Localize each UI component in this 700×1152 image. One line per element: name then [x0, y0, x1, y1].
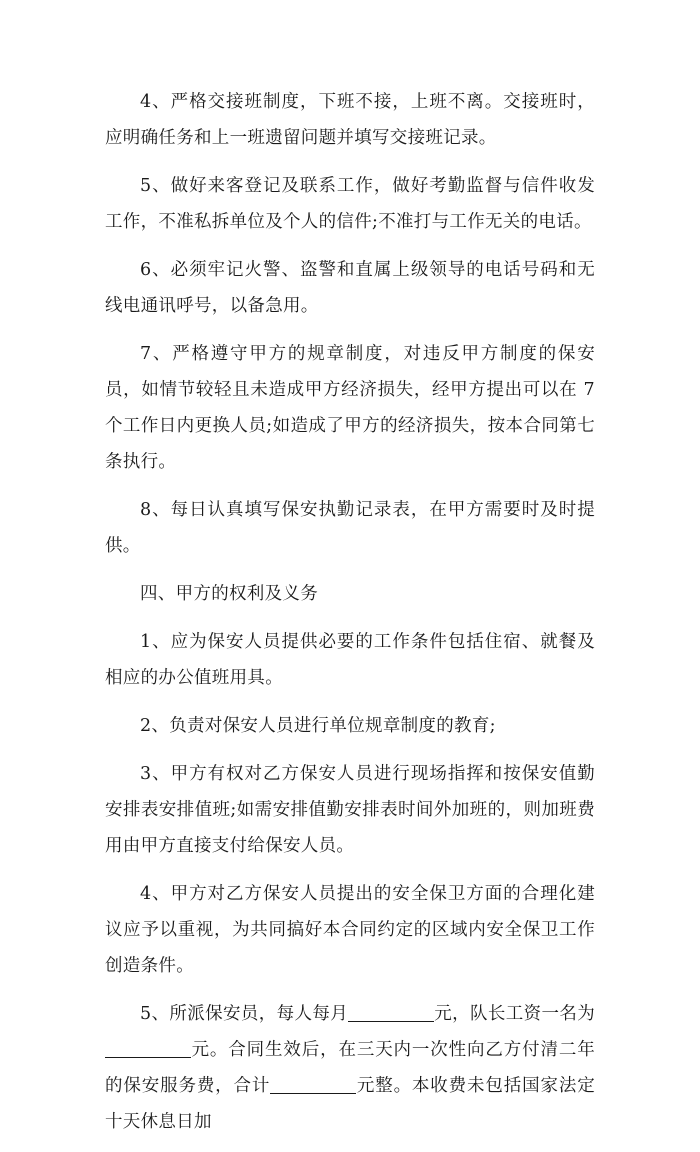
- paragraph-payment-terms: [105, 996, 595, 1140]
- paragraph-suggestions: 4、甲方对乙方保安人员提出的安全保卫方面的合理化建议应予以重视，为共同搞好本合同约定的区域内安全保卫工作创造条件。: [105, 884, 595, 976]
- monthly-salary-blank: [348, 999, 434, 1022]
- captain-salary-blank: [105, 1035, 191, 1058]
- payment-text-3: 元。合同生效后，在三天内一次性向乙方付清二年的保安服务费，合计: [105, 1040, 595, 1096]
- paragraph-duty-record: 8、每日认真填写保安执勤记录表，在甲方需要时及时提供。: [105, 500, 595, 556]
- paragraph-shift-handover: 4、严格交接班制度，下班不接，上班不离。交接班时，应明确任务和上一班遗留问题并填写交接班记录。: [105, 92, 595, 148]
- payment-text-4: 元整。本收费未包括国家法定十天休息日加: [105, 1076, 596, 1132]
- document-body: [105, 84, 595, 1152]
- paragraph-visitor-registration: 5、做好来客登记及联系工作，做好考勤监督与信件收发工作，不准私拆单位及个人的信件;不准打与工作无关的电话。: [105, 176, 595, 232]
- paragraph-rules-education: 2、负责对保安人员进行单位规章制度的教育;: [140, 716, 496, 736]
- paragraph-rules-compliance: 7、严格遵守甲方的规章制度，对违反甲方制度的保安员，如情节较轻且未造成甲方经济损失，经甲方提出可以在 7 个工作日内更换人员;如造成了甲方的经济损失，按本合同第七条执行。: [105, 344, 595, 472]
- paragraph-working-conditions: 1、应为保安人员提供必要的工作条件包括住宿、就餐及相应的办公值班用具。: [105, 632, 595, 688]
- paragraph-onsite-command: 3、甲方有权对乙方保安人员进行现场指挥和按保安值勤安排表安排值班;如需安排值勤安排表时间外加班的，则加班费用由甲方直接支付给保安人员。: [105, 764, 595, 856]
- payment-text-1: 5、所派保安员，每人每月: [140, 1004, 349, 1024]
- payment-text-2: 元，队长工资一名为: [434, 1004, 596, 1024]
- total-amount-blank: [270, 1071, 356, 1094]
- paragraph-emergency-numbers: 6、必须牢记火警、盗警和直属上级领导的电话号码和无线电通讯呼号，以备急用。: [105, 260, 595, 316]
- section-heading-party-a-rights: 四、甲方的权利及义务: [140, 584, 318, 604]
